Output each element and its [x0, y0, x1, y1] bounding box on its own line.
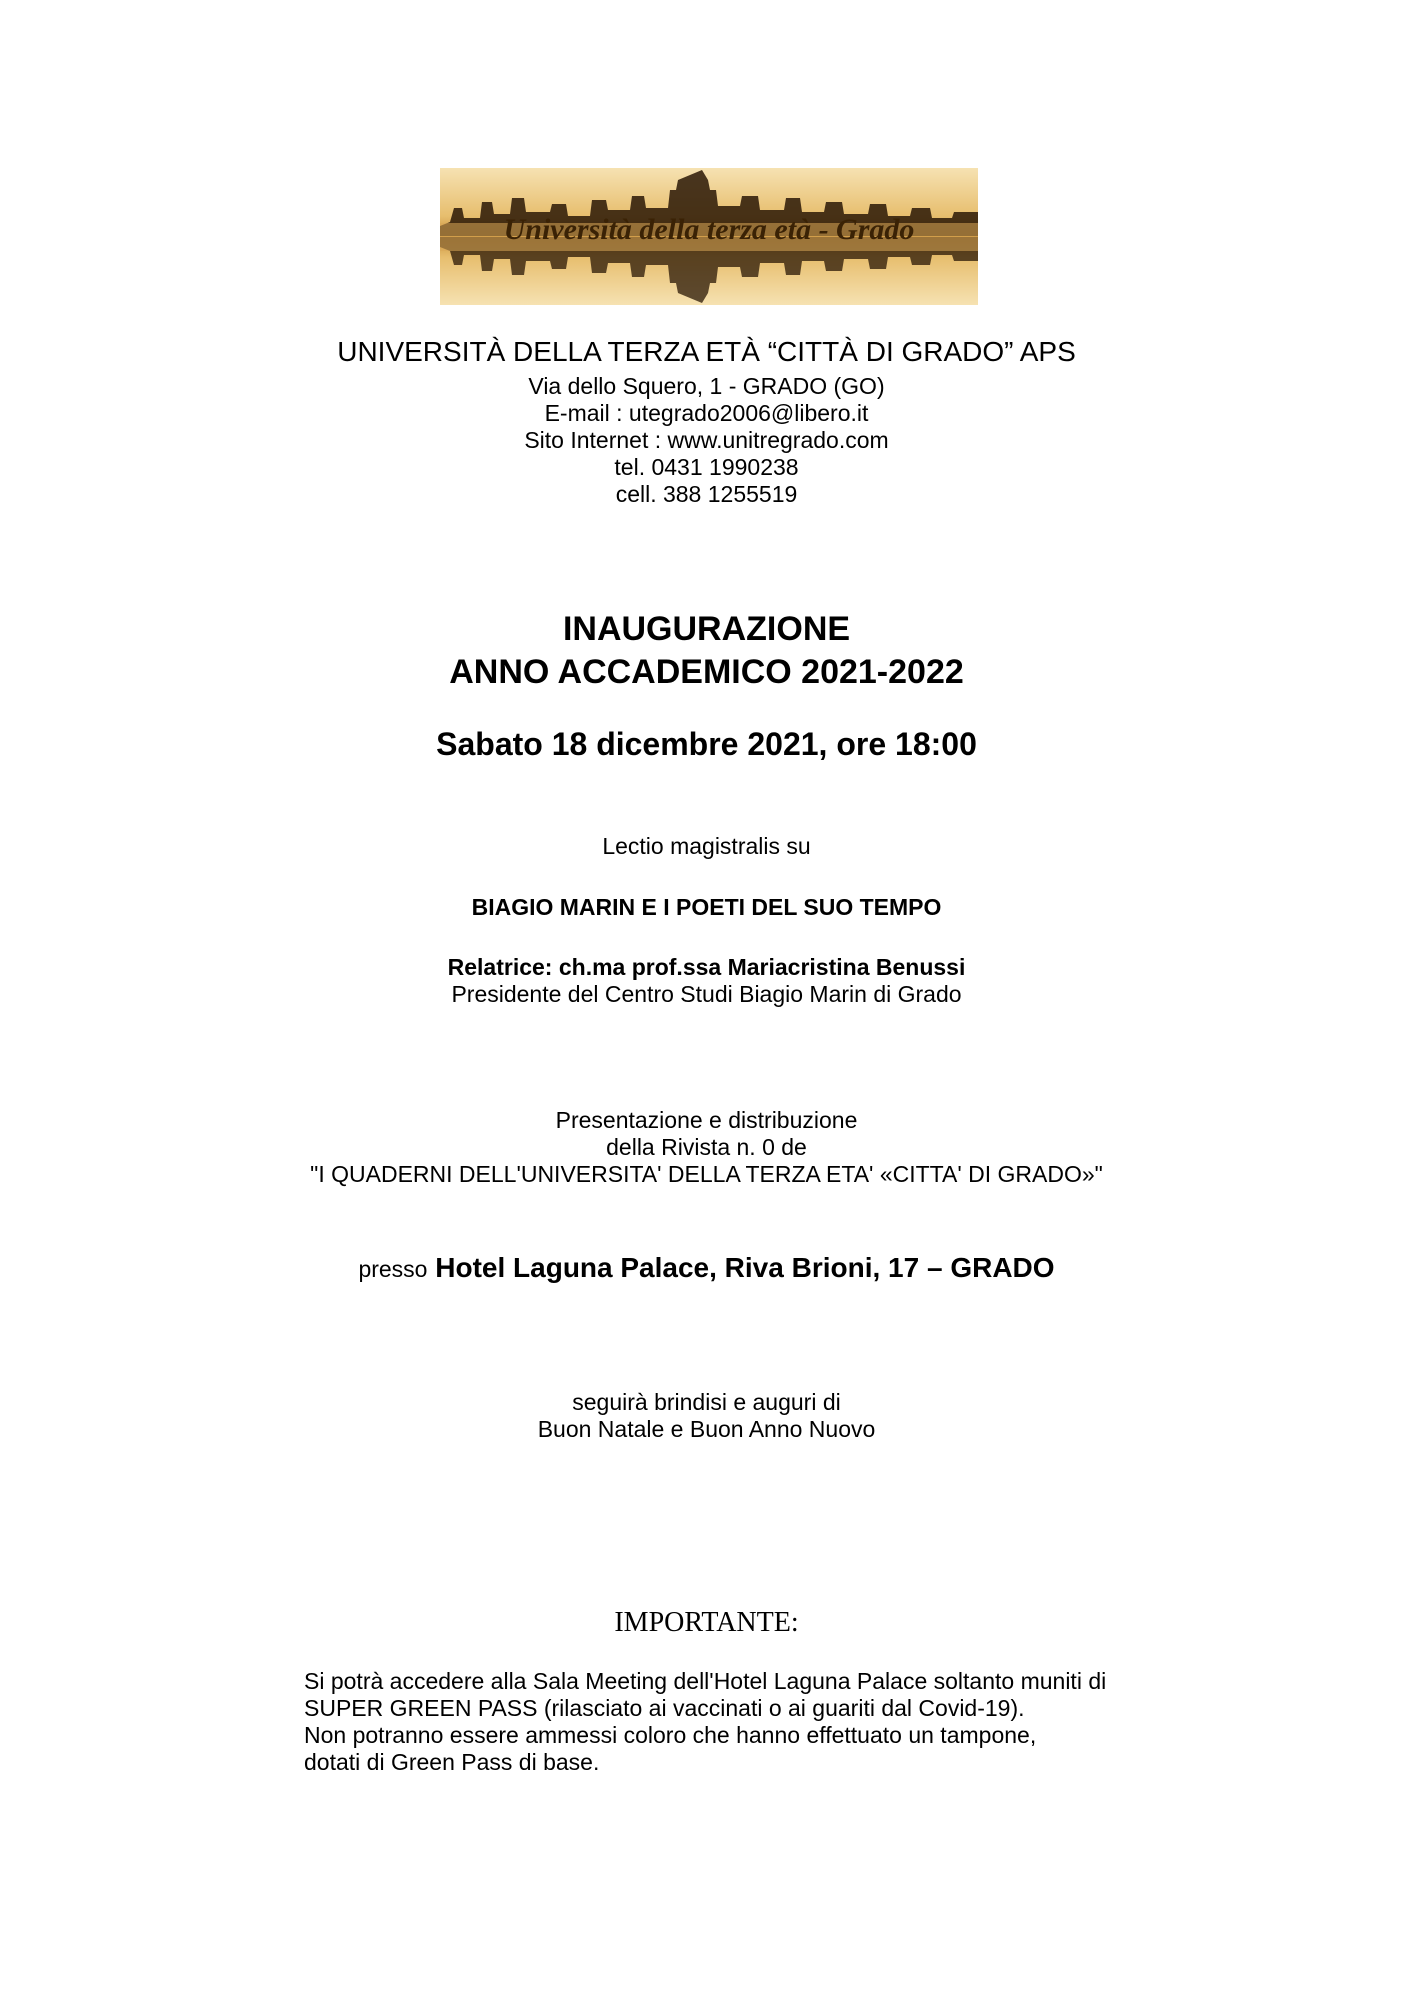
organization-name: UNIVERSITÀ DELLA TERZA ETÀ “CITTÀ DI GRADO” APS [337, 336, 1076, 367]
venue-line [0, 1252, 1413, 1284]
organization-phone: tel. 0431 1990238 [614, 454, 799, 480]
notice-text [304, 1668, 1134, 1776]
lectio-title: BIAGIO MARIN E I POETI DEL SUO TEMPO [471, 894, 942, 920]
notice-line-3: Non potranno essere ammessi coloro che hanno effettuato un tampone, [304, 1722, 1037, 1748]
organization-website: Sito Internet : www.unitregrado.com [524, 427, 889, 453]
event-title: INAUGURAZIONE [562, 610, 851, 648]
event-date-time: Sabato 18 dicembre 2021, ore 18:00 [436, 726, 977, 762]
notice-line-2: SUPER GREEN PASS (rilasciato ai vaccinati o ai guariti dal Covid-19). [304, 1695, 1025, 1721]
organization-address: Via dello Squero, 1 - GRADO (GO) [528, 373, 885, 399]
speaker-name: Relatrice: ch.ma prof.ssa Mariacristina Benussi [447, 954, 966, 980]
logo-text: Università della terza età - Grado [503, 213, 915, 246]
venue-prefix: presso [358, 1256, 428, 1282]
notice-heading: IMPORTANTE: [614, 1607, 799, 1638]
logo [440, 168, 978, 305]
event-subtitle: ANNO ACCADEMICO 2021-2022 [449, 653, 964, 691]
closing-line-2: Buon Natale e Buon Anno Nuovo [537, 1416, 876, 1442]
closing-line-1: seguirà brindisi e auguri di [572, 1389, 841, 1415]
lectio-intro: Lectio magistralis su [602, 833, 811, 859]
venue-name: Hotel Laguna Palace, Riva Brioni, 17 – GRADO [435, 1252, 1055, 1283]
presentation-line-3: "I QUADERNI DELL'UNIVERSITA' DELLA TERZA ETA' «CITTA' DI GRADO»" [310, 1161, 1103, 1187]
presentation-line-1: Presentazione e distribuzione [555, 1107, 858, 1133]
organization-mobile: cell. 388 1255519 [615, 481, 798, 507]
speaker-role: Presidente del Centro Studi Biagio Marin di Grado [451, 981, 962, 1007]
notice-line-1: Si potrà accedere alla Sala Meeting dell'Hotel Laguna Palace soltanto muniti di [304, 1668, 1107, 1694]
organization-email: E-mail : utegrado2006@libero.it [544, 400, 869, 426]
presentation-line-2: della Rivista n. 0 de [606, 1134, 807, 1160]
notice-line-4: dotati di Green Pass di base. [304, 1749, 600, 1775]
